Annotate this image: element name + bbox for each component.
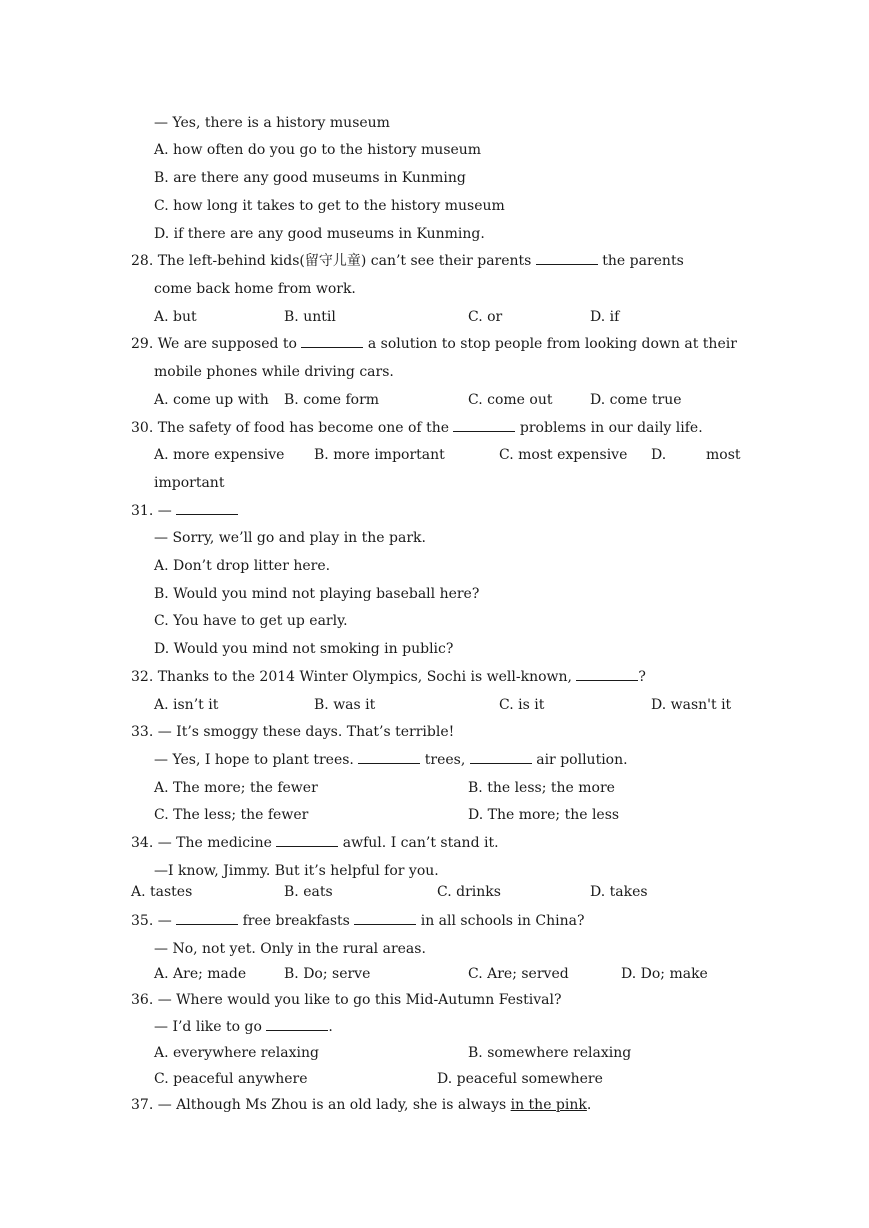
q33-option-c: C. The less; the fewer [154,807,309,823]
q30-stem-text-b: problems in our daily life. [519,420,703,436]
q29-blank [301,335,363,348]
q27-option-b: B. are there any good museums in Kunming [154,170,466,186]
q35-blank-2 [354,912,416,925]
q32-option-d: D. wasn't it [651,697,732,713]
q30-option-d-cont: important [154,475,225,491]
q29-stem-text: 29. We are supposed to [131,336,297,352]
q36-option-d: D. peaceful somewhere [437,1071,603,1087]
q29-option-d: D. come true [590,392,682,408]
q37-underlined-phrase: in the pink [510,1097,587,1113]
q36-blank [266,1018,328,1031]
q33-line2-text-c: air pollution. [536,752,628,768]
q33-option-b: B. the less; the more [468,780,615,796]
q29-option-c: C. come out [468,392,553,408]
q33-option-a: A. The more; the fewer [154,780,318,796]
q29-option-b: B. come form [284,392,380,408]
q28-option-a: A. but [154,309,197,325]
q34-stem [131,834,499,852]
q29-stem-cont: mobile phones while driving cars. [154,364,394,380]
q29-stem-text-b: a solution to stop people from looking down at their [367,336,737,352]
q31-blank [176,502,238,515]
q30-option-c: C. most expensive [499,447,628,463]
q29-option-a: A. come up with [154,392,269,408]
q32-stem-text-b: ? [638,669,646,685]
q30-blank [453,419,515,432]
q35-option-d: D. Do; make [621,966,708,982]
q29-stem [131,335,737,353]
q36-reply [154,1018,333,1036]
q36-option-a: A. everywhere relaxing [154,1045,319,1061]
q33-option-d: D. The more; the less [468,807,620,823]
q31-option-a: A. Don’t drop litter here. [154,558,331,574]
q33-line2-text: — Yes, I hope to plant trees. [154,752,354,768]
q35-stem-text-b: free breakfasts [242,913,350,929]
q28-blank [536,252,598,265]
q30-option-b: B. more important [314,447,445,463]
q30-stem [131,419,703,437]
q37-stem-end: . [586,1097,592,1113]
q34-option-c: C. drinks [437,884,501,900]
q28-stem-text-b: the parents [602,253,684,269]
q33-stem: 33. — It’s smoggy these days. That’s terrible! [131,724,455,740]
q37-stem-text: 37. — Although Ms Zhou is an old lady, she is always [131,1097,507,1113]
q35-reply: — No, not yet. Only in the rural areas. [154,941,426,957]
q35-option-a: A. Are; made [154,966,247,982]
q35-stem-text-c: in all schools in China? [420,913,585,929]
q30-option-a: A. more expensive [154,447,285,463]
q27-answer: — Yes, there is a history museum [154,115,390,131]
q32-stem [131,668,646,686]
q30-option-d: D. [651,447,667,463]
q33-blank-1 [358,751,420,764]
q34-reply: —I know, Jimmy. But it’s helpful for you. [154,863,439,879]
q28-stem-cont: come back home from work. [154,281,356,297]
q31-option-b: B. Would you mind not playing baseball here? [154,586,480,602]
q34-option-d: D. takes [590,884,648,900]
q33-line2 [154,751,628,769]
q32-blank [576,668,638,681]
q28-option-d: D. if [590,309,620,325]
q31-reply: — Sorry, we’ll go and play in the park. [154,530,426,546]
q33-line2-text-b: trees, [424,752,466,768]
q27-option-d: D. if there are any good museums in Kunming. [154,226,485,242]
q31-option-c: C. You have to get up early. [154,613,348,629]
q35-stem-text: 35. — [131,913,172,929]
q28-stem [131,252,684,270]
q30-stem-text: 30. The safety of food has become one of the [131,420,449,436]
q30-option-d-text: most [706,447,741,463]
q36-option-c: C. peaceful anywhere [154,1071,308,1087]
q32-option-a: A. isn’t it [154,697,219,713]
q34-stem-text-b: awful. I can’t stand it. [342,835,499,851]
q37-stem [131,1096,591,1114]
q34-option-a: A. tastes [131,884,193,900]
q35-option-c: C. Are; served [468,966,569,982]
q33-blank-2 [470,751,532,764]
q35-blank-1 [176,912,238,925]
q32-option-c: C. is it [499,697,545,713]
q32-stem-text: 32. Thanks to the 2014 Winter Olympics, Sochi is well-known, [131,669,572,685]
q28-option-c: C. or [468,309,503,325]
q34-stem-text: 34. — The medicine [131,835,272,851]
q27-option-c: C. how long it takes to get to the history museum [154,198,505,214]
q36-option-b: B. somewhere relaxing [468,1045,632,1061]
q36-reply-text: — I’d like to go [154,1019,262,1035]
q36-stem: 36. — Where would you like to go this Mid-Autumn Festival? [131,992,562,1008]
q35-option-b: B. Do; serve [284,966,371,982]
q31-stem [131,502,238,520]
q32-option-b: B. was it [314,697,376,713]
q27-option-a: A. how often do you go to the history museum [154,142,482,158]
q35-stem [131,912,584,930]
q31-option-d: D. Would you mind not smoking in public? [154,641,454,657]
q28-option-b: B. until [284,309,336,325]
q31-stem-text: 31. — [131,503,172,519]
q36-reply-end: . [328,1019,333,1035]
q34-blank [276,834,338,847]
q34-option-b: B. eats [284,884,333,900]
q28-stem-text: 28. The left-behind kids(留守儿童) can’t see their parents [131,253,532,269]
